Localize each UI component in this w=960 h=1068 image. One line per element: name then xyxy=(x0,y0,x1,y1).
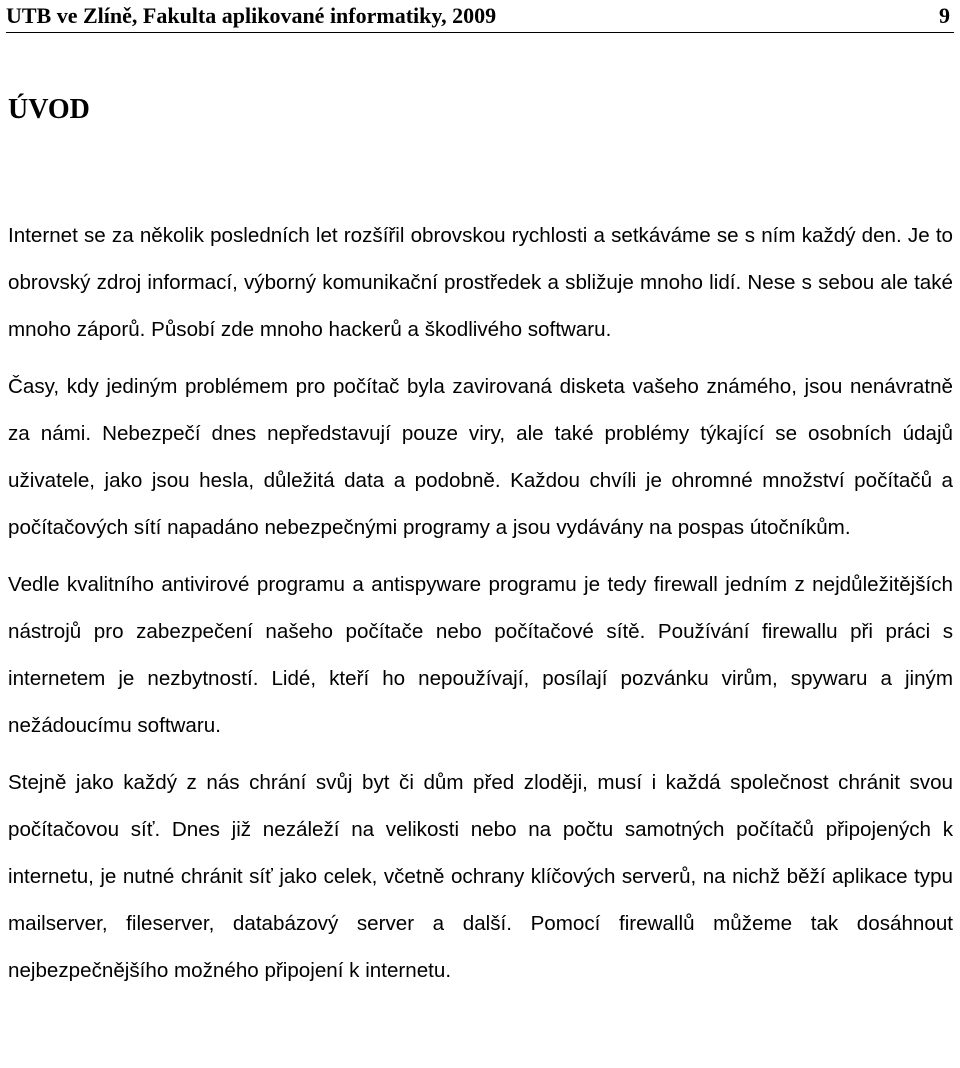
page-header xyxy=(6,2,954,30)
paragraph-3: Vedle kvalitního antivirové programu a antispyware programu je tedy firewall jedním z nejdůležitějších nástrojů pro zabezpečení našeho počítače nebo počítačové sítě. Používání firewallu při práci s internetem je nezbytností. Lidé, kteří ho nepoužívají, posílají pozvánku virům, spywaru a jiným nežádoucímu softwaru. xyxy=(8,573,953,737)
paragraph-2: Časy, kdy jediným problémem pro počítač byla zavirovaná disketa vašeho známého, jsou nenávratně za námi. Nebezpečí dnes nepředstavují pouze viry, ale také problémy týkající se osobních údajů uživatele, jako jsou hesla, důležitá data a podobně. Každou chvíli je ohromné množství počítačů a počítačových sítí napadáno nebezpečnými programy a jsou vydávány na pospas útočníkům. xyxy=(8,375,953,539)
paragraph-1: Internet se za několik posledních let rozšířil obrovskou rychlosti a setkáváme se s ním každý den. Je to obrovský zdroj informací, výborný komunikační prostředek a sbližuje mnoho lidí. Nese s sebou ale také mnoho záporů. Působí zde mnoho hackerů a škodlivého softwaru. xyxy=(8,224,953,341)
header-title: UTB ve Zlíně, Fakulta aplikované informatiky, 2009 xyxy=(6,3,497,28)
body-text xyxy=(8,212,953,1004)
chapter-title: ÚVOD xyxy=(8,94,90,125)
header-divider xyxy=(6,32,954,33)
page-number: 9 xyxy=(939,3,950,28)
paragraph-4: Stejně jako každý z nás chrání svůj byt či dům před zloději, musí i každá společnost chránit svou počítačovou síť. Dnes již nezáleží na velikosti nebo na počtu samotných počítačů připojených k internetu, je nutné chránit síť jako celek, včetně ochrany klíčových serverů, na nichž běží aplikace typu mailserver, fileserver, databázový server a další. Pomocí firewallů můžeme tak dosáhnout nejbezpečnějšího možného připojení k internetu. xyxy=(8,771,953,982)
